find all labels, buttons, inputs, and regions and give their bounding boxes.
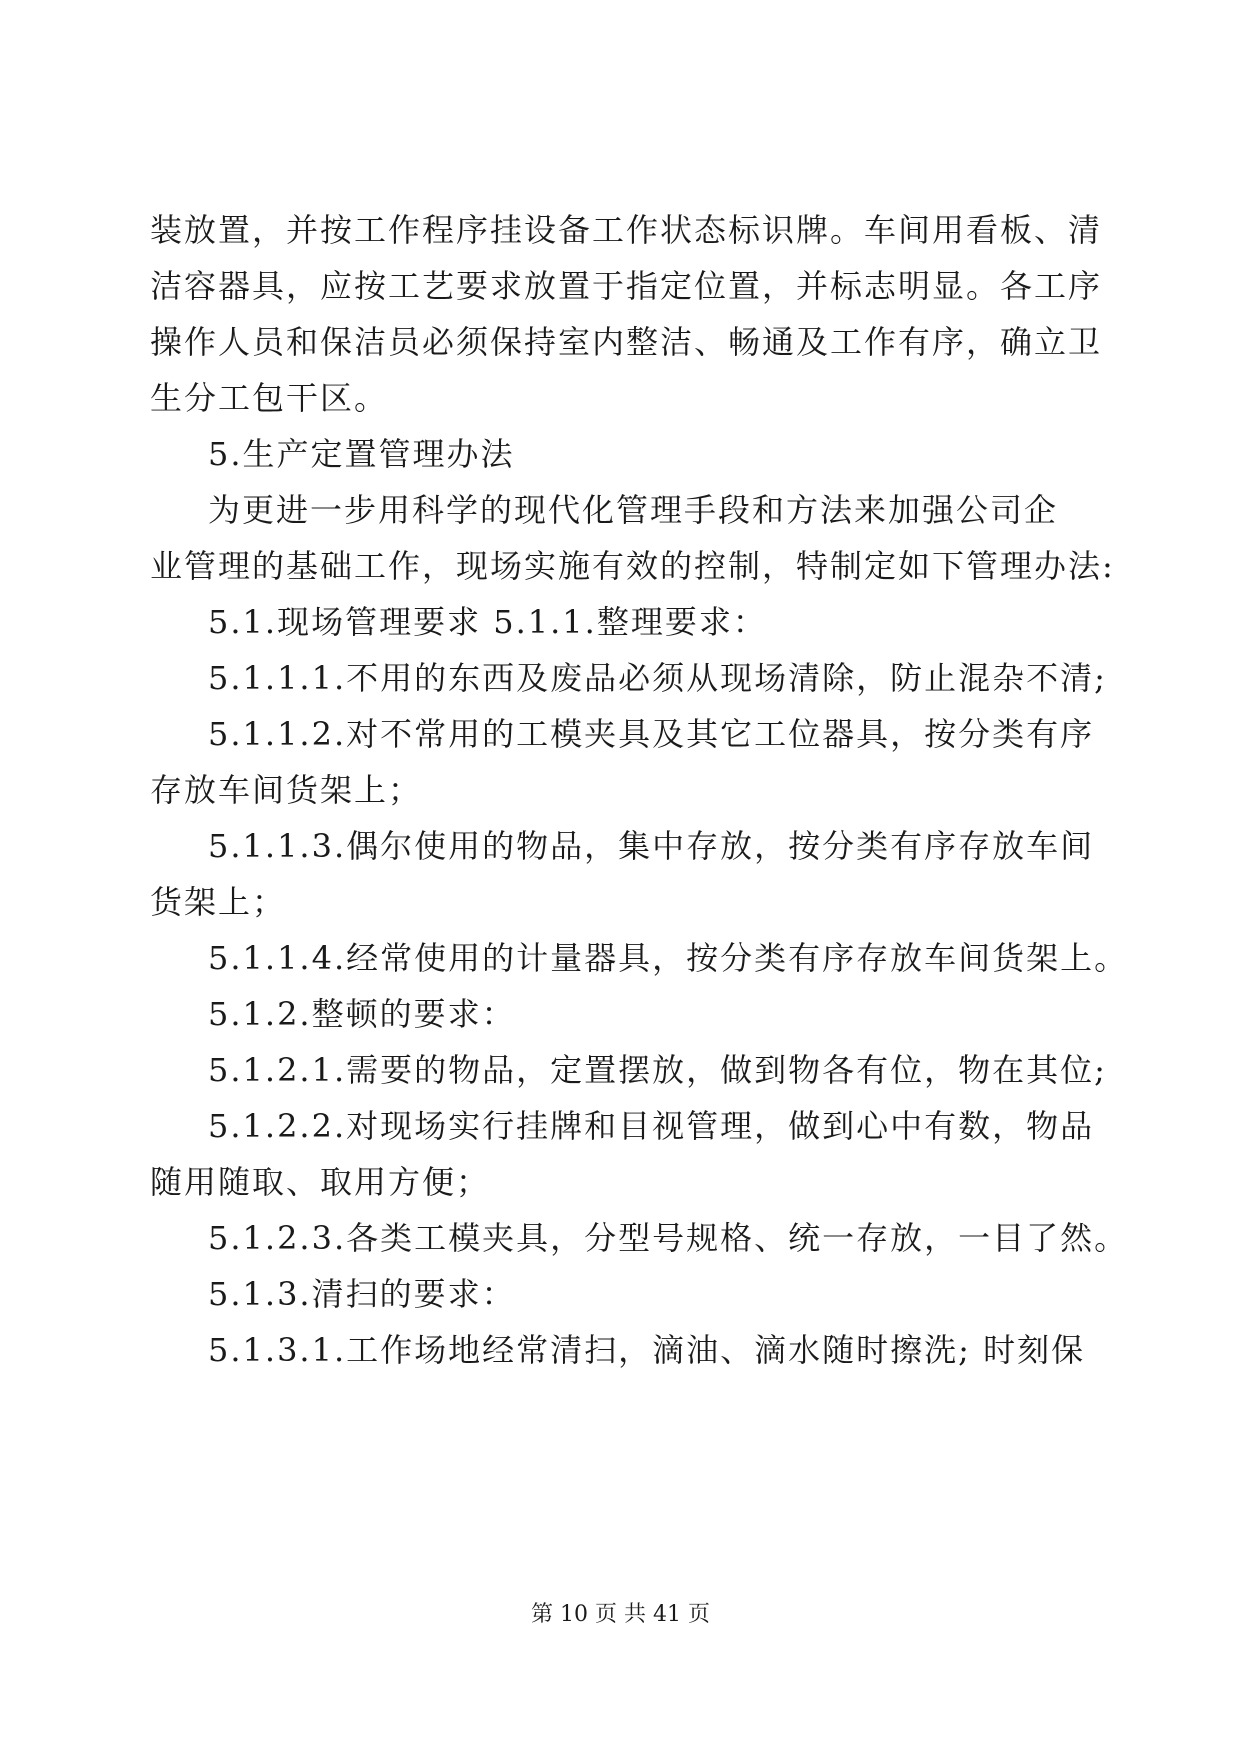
item-5-1-1-3-line-1: 5.1.1.3.偶尔使用的物品，集中存放，按分类有序存放车间 xyxy=(208,827,1095,865)
item-5-1-1-3-line-2: 货架上； xyxy=(150,883,287,921)
item-5-1-1-2-line-2: 存放车间货架上； xyxy=(150,771,423,809)
subheading-5-1: 5.1.现场管理要求 5.1.1.整理要求： xyxy=(208,603,767,641)
item-5-1-1-1: 5.1.1.1.不用的东西及废品必须从现场清除，防止混杂不清; xyxy=(208,659,1107,697)
text-line-2: 洁容器具，应按工艺要求放置于指定位置，并标志明显。各工序 xyxy=(150,267,1103,305)
item-5-1-2-1: 5.1.2.1.需要的物品，定置摆放，做到物各有位，物在其位; xyxy=(208,1051,1107,1089)
text-line-1: 装放置，并按工作程序挂设备工作状态标识牌。车间用看板、清 xyxy=(150,211,1103,249)
subheading-5-1-2: 5.1.2.整顿的要求： xyxy=(208,995,516,1033)
paragraph-intro-line-2: 业管理的基础工作，现场实施有效的控制，特制定如下管理办法: xyxy=(150,547,1115,585)
item-5-1-3-1: 5.1.3.1.工作场地经常清扫，滴油、滴水随时擦洗; 时刻保 xyxy=(208,1331,1086,1369)
text-line-4: 生分工包干区。 xyxy=(150,379,389,417)
text-line-3: 操作人员和保洁员必须保持室内整洁、畅通及工作有序，确立卫 xyxy=(150,323,1103,361)
paragraph-intro-line-1: 为更进一步用科学的现代化管理手段和方法来加强公司企 xyxy=(208,491,1059,529)
item-5-1-2-3: 5.1.2.3.各类工模夹具，分型号规格、统一存放，一目了然。 xyxy=(208,1219,1129,1257)
item-5-1-2-2-line-1: 5.1.2.2.对现场实行挂牌和目视管理，做到心中有数，物品 xyxy=(208,1107,1095,1145)
item-5-1-2-2-line-2: 随用随取、取用方便； xyxy=(150,1163,491,1201)
item-5-1-1-2-line-1: 5.1.1.2.对不常用的工模夹具及其它工位器具，按分类有序 xyxy=(208,715,1095,753)
subheading-5-1-3: 5.1.3.清扫的要求： xyxy=(208,1275,516,1313)
section-heading: 5.生产定置管理办法 xyxy=(208,435,515,473)
page-number-footer: 第 10 页 共 41 页 xyxy=(531,1602,710,1627)
item-5-1-1-4: 5.1.1.4.经常使用的计量器具，按分类有序存放车间货架上。 xyxy=(208,939,1129,977)
